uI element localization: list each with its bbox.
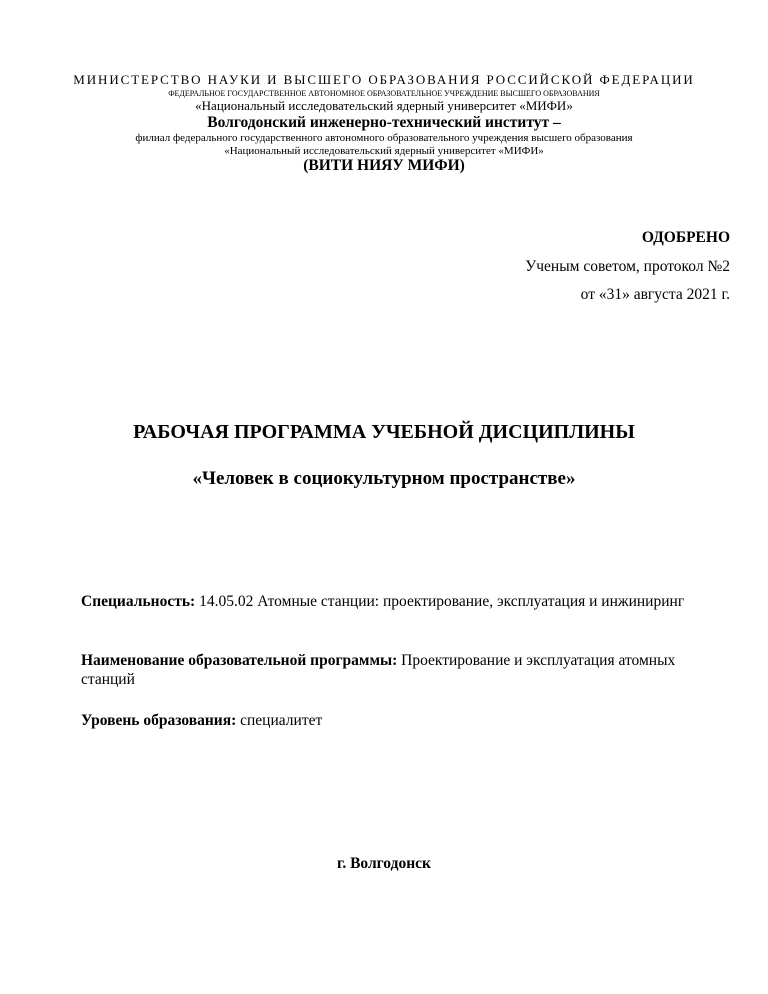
approval-protocol: Ученым советом, протокол №2 xyxy=(525,258,730,275)
specialty-value: 14.05.02 Атомные станции: проектирование, эксплуатация и инжиниринг xyxy=(195,593,685,610)
specialty-field xyxy=(81,592,721,611)
program-field xyxy=(81,651,721,689)
ministry-heading: МИНИСТЕРСТВО НАУКИ И ВЫСШЕГО ОБРАЗОВАНИЯ РОССИЙСКОЙ ФЕДЕРАЦИИ xyxy=(73,72,695,87)
specialty-label: Специальность: xyxy=(81,593,196,610)
approval-date: от «31» августа 2021 г. xyxy=(580,286,730,303)
discipline-name: «Человек в социокультурном пространстве» xyxy=(192,468,576,489)
branch-description-line1: филиал федерального государственного автономного образовательного учреждения высшего образования xyxy=(135,132,633,144)
education-level-value: специалитет xyxy=(236,712,323,729)
institute-abbreviation: (ВИТИ НИЯУ МИФИ) xyxy=(303,157,465,174)
education-level-field xyxy=(81,711,721,730)
approval-title: ОДОБРЕНО xyxy=(641,229,730,246)
university-name: «Национальный исследовательский ядерный университет «МИФИ» xyxy=(195,98,573,113)
document-title: РАБОЧАЯ ПРОГРАММА УЧЕБНОЙ ДИСЦИПЛИНЫ xyxy=(133,421,635,443)
federal-institution-line: ФЕДЕРАЛЬНОЕ ГОСУДАРСТВЕННОЕ АВТОНОМНОЕ ОБРАЗОВАТЕЛЬНОЕ УЧРЕЖДЕНИЕ ВЫСШЕГО ОБРАЗОВАНИЯ xyxy=(168,89,600,98)
program-label: Наименование образовательной программы: xyxy=(81,652,398,669)
institute-name: Волгодонский инженерно-технический институт – xyxy=(207,114,561,131)
education-level-label: Уровень образования: xyxy=(81,712,237,729)
city: г. Волгодонск xyxy=(337,855,431,872)
branch-description-line2: «Национальный исследовательский ядерный университет «МИФИ» xyxy=(224,145,544,157)
program-value: Проектирование и эксплуатация атомных станций xyxy=(81,652,676,688)
